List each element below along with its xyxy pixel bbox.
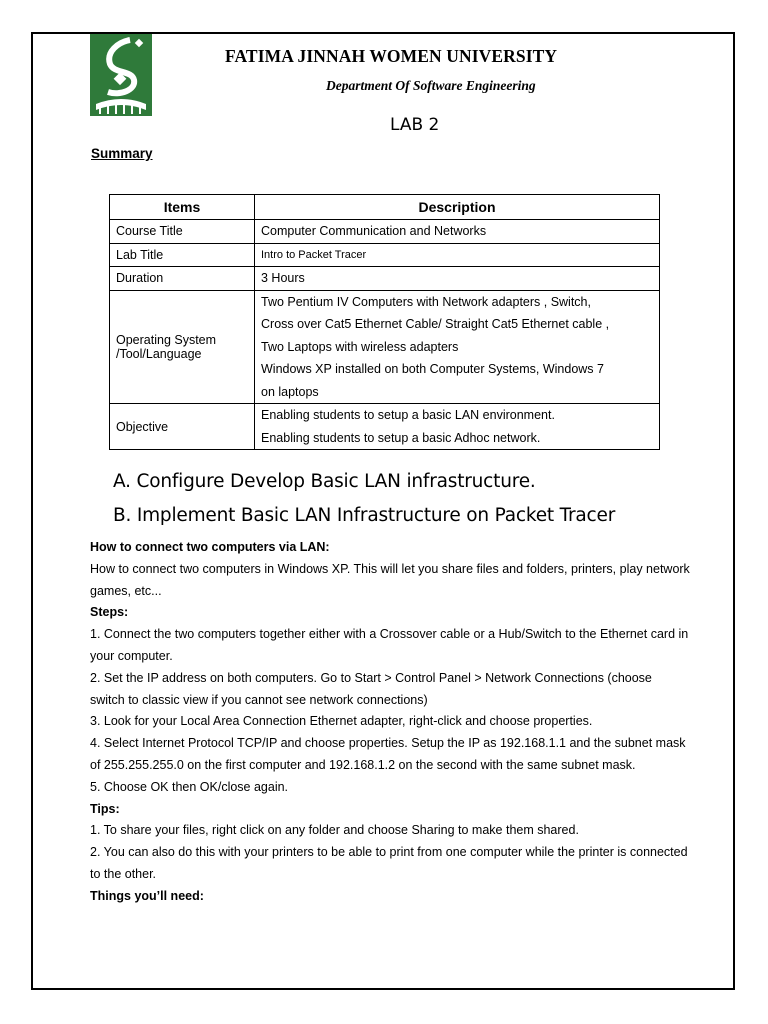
table-row (110, 267, 660, 291)
description-line: Two Pentium IV Computers with Network adapters , Switch, (261, 294, 591, 309)
description-line: Cross over Cat5 Ethernet Cable/ Straight Cat5 Ethernet cable , (261, 317, 610, 331)
tips-label: Tips: (90, 801, 120, 816)
step-item: 4. Select Internet Protocol TCP/IP and choose properties. Setup the IP as 192.168.1.1 and the subnet mask of 255.255.255.0 on the first computer and 192.168.1.2 on the second with the same subnet mask. (90, 736, 686, 772)
steps-label: Steps: (90, 605, 129, 620)
university-logo (90, 34, 152, 116)
row-item: Operating System /Tool/Language (110, 290, 255, 404)
step-item: 2. Set the IP address on both computers. Go to Start > Control Panel > Network Connections (choose switch to classic view if you cannot see network connections) (90, 670, 652, 707)
row-item: Objective (110, 404, 255, 450)
row-description (255, 290, 660, 404)
tip-item: 2. You can also do this with your printers to be able to print from one computer while the printer is connected to the other. (90, 845, 688, 881)
tip-item: 1. To share your files, right click on any folder and choose Sharing to make them shared. (90, 823, 579, 838)
row-description: Intro to Packet Tracer (255, 243, 660, 267)
department-name: Department Of Software Engineering (326, 78, 536, 93)
summary-heading: Summary (91, 146, 153, 161)
row-item: Course Title (110, 220, 255, 244)
heading-b: B. Implement Basic LAN Infrastructure on Packet Tracer (113, 505, 616, 526)
row-item: Duration (110, 267, 255, 291)
step-item: 1. Connect the two computers together either with a Crossover cable or a Hub/Switch to the Ethernet card in your computer. (90, 627, 689, 663)
table-row (110, 290, 660, 404)
table-row (110, 404, 660, 450)
step-item: 3. Look for your Local Area Connection Ethernet adapter, right-click and choose properties. (90, 714, 593, 729)
row-description (255, 404, 660, 450)
step-item: 5. Choose OK then OK/close again. (90, 779, 289, 794)
summary-table (109, 194, 660, 450)
table-row (110, 243, 660, 267)
table-row (110, 220, 660, 244)
lab-title: LAB 2 (390, 115, 440, 135)
row-description: 3 Hours (255, 267, 660, 291)
section-title: How to connect two computers via LAN: (90, 540, 330, 554)
row-item: Lab Title (110, 243, 255, 267)
description-line: on laptops (261, 384, 319, 399)
intro-paragraph: How to connect two computers in Windows XP. This will let you share files and folders, printers, play network games, etc... (90, 561, 690, 598)
description-line: Enabling students to setup a basic Adhoc network. (261, 430, 541, 445)
row-description: Computer Communication and Networks (255, 220, 660, 244)
university-name: FATIMA JINNAH WOMEN UNIVERSITY (225, 46, 558, 66)
heading-a: A. Configure Develop Basic LAN infrastructure. (113, 471, 536, 492)
table-header-row (110, 195, 660, 220)
description-line: Windows XP installed on both Computer Systems, Windows 7 (261, 362, 604, 376)
column-header-description: Description (255, 195, 660, 220)
instructions-body (90, 537, 690, 908)
description-line: Two Laptops with wireless adapters (261, 339, 459, 354)
column-header-items: Items (110, 195, 255, 220)
description-line: Enabling students to setup a basic LAN environment. (261, 408, 555, 422)
needs-label: Things you’ll need: (90, 888, 204, 903)
